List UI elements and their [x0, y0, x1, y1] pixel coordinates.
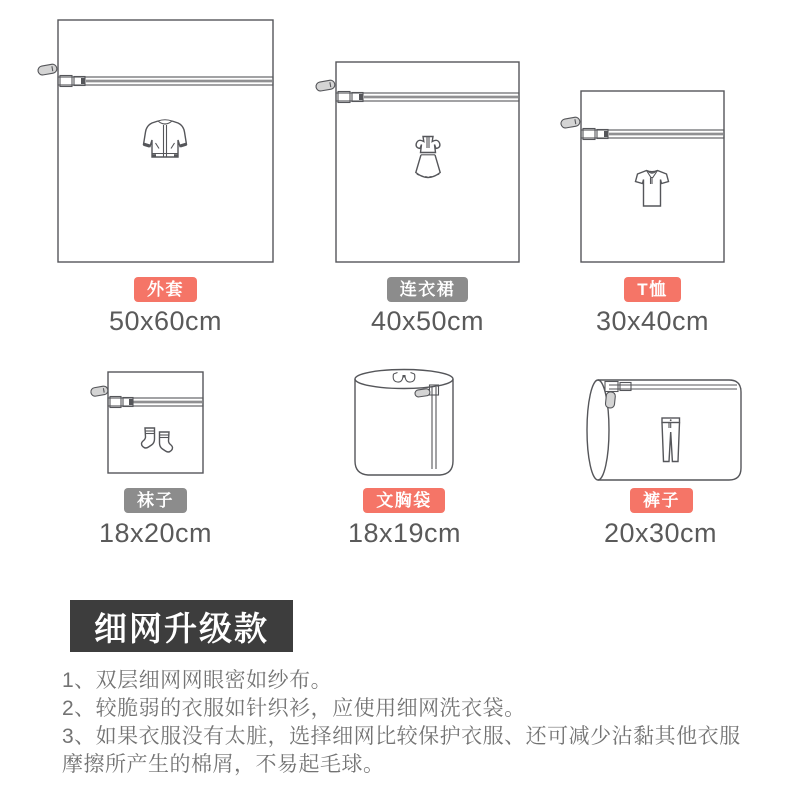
zipper-pull-icon [560, 117, 580, 129]
bag-pants [585, 377, 747, 483]
zipper-pull-icon [90, 386, 108, 397]
bag-bra [353, 366, 457, 480]
section-title-box [70, 600, 293, 652]
bra-icon [393, 373, 415, 383]
bag-socks [86, 368, 208, 480]
size-text: 20x30cm [603, 518, 718, 548]
zipper-pull-icon [315, 80, 335, 92]
feature-notes [62, 667, 772, 779]
dress-icon [416, 137, 440, 178]
category-tag: 袜子 [124, 488, 187, 513]
category-tag: 裤子 [630, 488, 693, 513]
bag-jacket [36, 16, 278, 266]
size-text: 18x19cm [347, 518, 462, 548]
socks-icon [141, 428, 172, 452]
zipper-pull-icon [415, 388, 431, 397]
size-text: 40x50cm [370, 306, 485, 336]
zipper-pull-icon [37, 64, 57, 76]
jacket-icon [143, 120, 187, 157]
zipper-pull-icon [605, 392, 616, 409]
note-line-2: 2、较脆弱的衣服如针织衫，应使用细网洗衣袋。 [62, 697, 526, 720]
size-text: 30x40cm [595, 306, 710, 336]
note-line-1: 1、双层细网网眼密如纱布。 [62, 669, 333, 692]
category-tag: 文胸袋 [363, 488, 445, 513]
size-text: 18x20cm [98, 518, 213, 548]
note-line-3: 3、如果衣服没有太脏，选择细网比较保护衣服、还可减少沾黏其他衣服 [62, 725, 741, 748]
note-line-4: 摩擦所产生的棉屑，不易起毛球。 [62, 753, 385, 776]
tshirt-icon [636, 171, 669, 207]
category-tag: 连衣裙 [387, 277, 469, 302]
category-tag: 外套 [134, 277, 197, 302]
bag-tshirt [559, 87, 729, 267]
section-title: 细网升级款 [94, 609, 269, 647]
category-tag: T恤 [624, 277, 680, 302]
bag-dress [314, 58, 524, 268]
pants-icon [662, 418, 680, 462]
size-text: 50x60cm [108, 306, 223, 336]
